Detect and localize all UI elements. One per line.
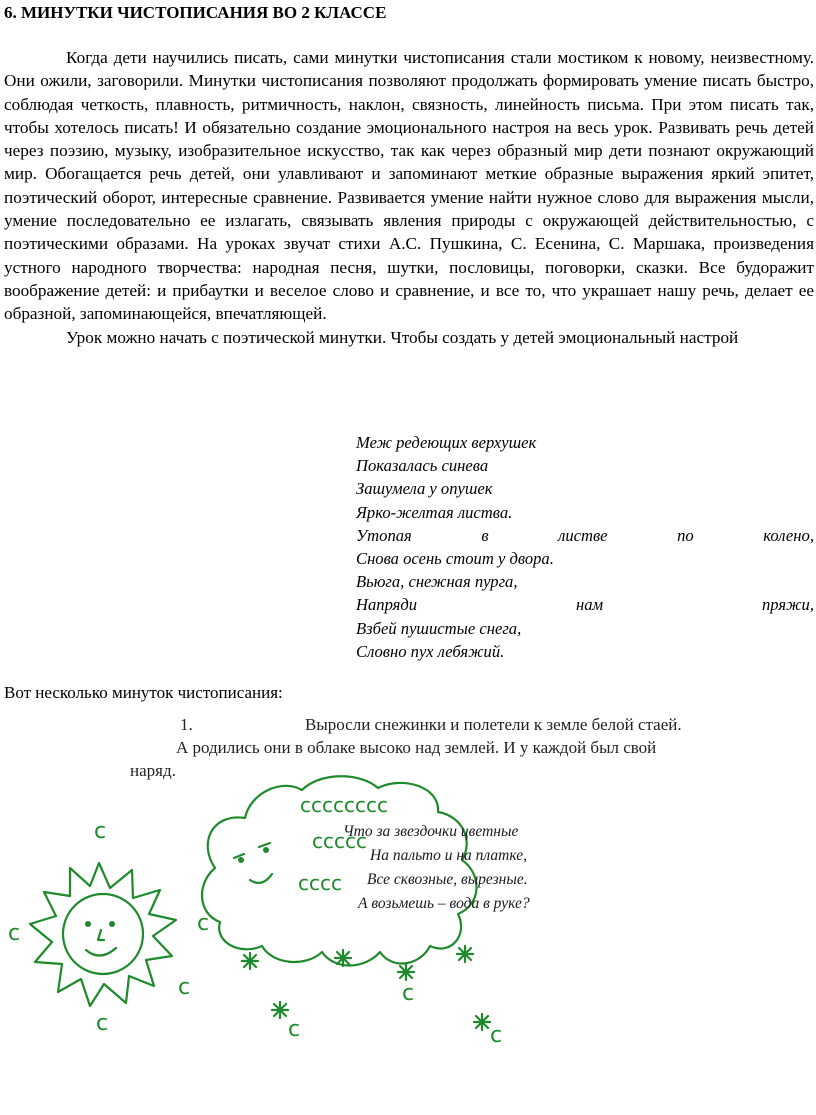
exercise-line-1: Выросли снежинки и полетели к земле белой стаей. <box>305 715 682 734</box>
sun-nose <box>98 930 104 940</box>
sun-eye <box>85 921 91 927</box>
snowflake-icon <box>272 1002 288 1018</box>
poem-word: по <box>677 525 694 545</box>
exercise-illustration <box>0 708 816 1115</box>
exercise-line-3: наряд. <box>130 761 176 780</box>
letter-c: c <box>197 911 210 936</box>
poem-word: нам <box>575 595 604 615</box>
page-title: 6. МИНУТКИ ЧИСТОПИСАНИЯ ВО 2 КЛАССЕ <box>4 3 387 22</box>
poem-word: листве <box>558 525 608 545</box>
letter-c: c <box>288 1017 301 1042</box>
letter-c: c <box>402 981 415 1006</box>
cloud-letters: cccc <box>298 871 342 895</box>
cloud-letters: ccccc <box>312 829 367 853</box>
poem-word: в <box>481 525 489 545</box>
cloud-eye <box>263 847 269 853</box>
riddle-line: А возьмешь – вода в руке? <box>358 895 530 912</box>
letter-c: c <box>94 819 107 844</box>
letter-c: c <box>490 1023 503 1048</box>
snowflakes <box>242 946 502 1048</box>
letter-c: c <box>96 1011 109 1036</box>
poem-word: Напряди <box>356 595 418 615</box>
cloud-eye <box>238 857 244 863</box>
poem-word: пряжи, <box>762 595 814 615</box>
sun-icon <box>8 819 209 1036</box>
snowflake-icon <box>474 1014 490 1030</box>
body-text <box>4 46 814 349</box>
exercise-line-2: А родились они в облаке высоко над землей. И у каждой был свой <box>176 738 657 757</box>
paragraph: Когда дети научились писать, сами минутки чистописания стали мостиком к новому, неизвестному. Они ожили, заговорили. Минутки чистописания позволяют продолжать формировать умение писать быстро, соблюдая четкость, плавность, ритмичность, наклон, связность, линейность письма. При этом писать так, чтобы хотелось писать! И обязательно создание эмоционального настроя на весь урок. Развивать речь детей через поэзию, музыку, изобразительное искусство, так как через образный мир дети познают окружающий мир. Обогащается речь детей, они улавливают и запоминают меткие образные выражения яркий эпитет, поэтический оборот, интересные сравнение. Развивается умение найти нужное слово для выражения мысли, умение последовательно ее излагать, связывать явления природы с окружающей действительностью, с поэтическими образами. На уроках звучат стихи А.С. Пушкина, С. Есенина, С. Маршака, произведения устного народного творчества: народная песня, шутки, пословицы, поговорки, сказки. Все будоражит воображение детей: и прибаутки и веселое слово и сравнение, и все то, что украшает нашу речь, делает ее образной, запоминающейся, впечатляющей. <box>4 48 814 324</box>
poem-line: Ярко-желтая листва. <box>356 502 513 522</box>
poem-line: Зашумела у опушек <box>356 479 493 499</box>
snowflake-icon <box>398 964 414 980</box>
poem-line <box>356 524 814 547</box>
snowflake-icon <box>242 953 258 969</box>
snowflake-icon <box>457 946 473 962</box>
letter-c: c <box>178 975 191 1000</box>
sun-smile <box>86 948 116 956</box>
poem-line <box>356 593 814 616</box>
riddle-line: Что за звездочки цветные <box>343 823 519 840</box>
poem-word: колено, <box>763 525 814 545</box>
exercise-number: 1. <box>180 715 193 734</box>
poem-word: Утопая <box>356 525 412 545</box>
letter-c: c <box>8 921 21 946</box>
paragraph: Урок можно начать с поэтической минутки. Чтобы создать у детей эмоциональный настрой <box>66 327 739 347</box>
poem-line: Взбей пушистые снега, <box>356 618 522 638</box>
poem <box>356 431 814 663</box>
poem-line: Меж редеющих верхушек <box>356 433 537 452</box>
cloud-smile <box>250 874 272 883</box>
snowflake-icon <box>335 950 351 966</box>
riddle-line: На пальто и на платке, <box>370 847 527 864</box>
riddle-line: Все сквозные, вырезные. <box>367 871 528 888</box>
cloud-letters: cccccccc <box>300 793 388 817</box>
exercises-intro: Вот несколько минуток чистописания: <box>4 683 283 702</box>
sun-eye <box>109 921 115 927</box>
poem-line: Словно пух лебяжий. <box>356 641 505 661</box>
poem-line: Снова осень стоит у двора. <box>356 549 554 569</box>
poem-line: Показалась синева <box>356 456 489 476</box>
poem-line: Вьюга, снежная пурга, <box>356 572 518 592</box>
